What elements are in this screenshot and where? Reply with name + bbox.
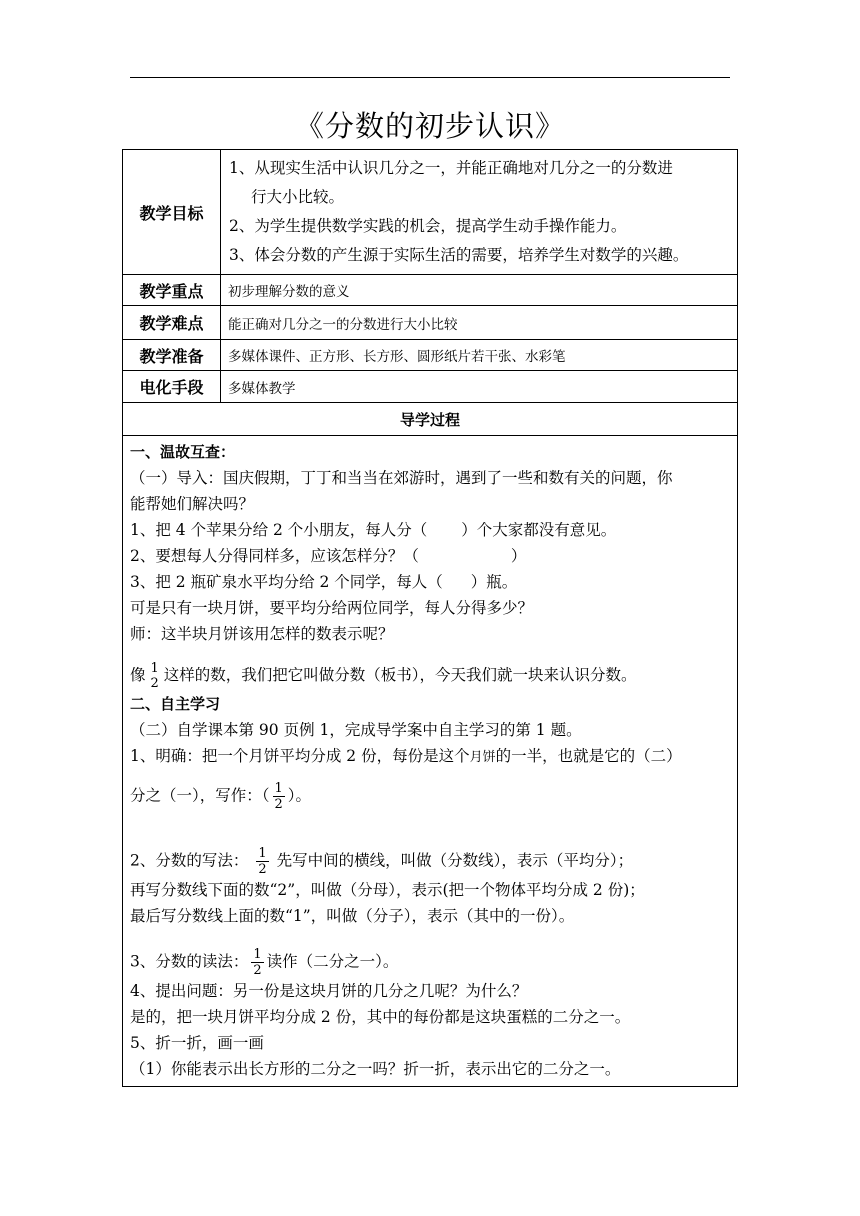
objectives-label: 教学目标: [123, 150, 221, 275]
difficulties-value: 能正确对几分之一的分数进行大小比较: [221, 306, 738, 340]
fraction-intro: [130, 661, 733, 691]
question-2: [130, 543, 733, 569]
section-1-title: 一、温故互查：: [130, 443, 236, 461]
fraction-one-half: 1 2: [150, 661, 159, 691]
key-points-value: 初步理解分数的意义: [221, 275, 738, 306]
point-2-line-1: 2、分数的写法： $\frac{1}{2}$ 先写中间的横线，叫做（分数线），表示（平均分）；: [130, 846, 634, 877]
point-1-line-1: 1、明确：把一个月饼平均分成 2 份，每份是这个月饼的一半，也就是它的（二）: [130, 747, 682, 765]
objective-1: 1、从现实生活中认识几分之一，并能正确地对几分之一的分数进: [229, 159, 673, 177]
objectives-row: [123, 150, 738, 275]
point-3: 3、分数的读法： $\frac{1}{2}$ 读作（二分之一）。: [130, 947, 399, 978]
question-1: [130, 517, 733, 543]
question-5: 师：这半块月饼该用怎样的数表示呢？: [130, 625, 394, 643]
question-1-b: ）个大家都没有意见。: [461, 521, 617, 539]
header-rule: [130, 77, 730, 78]
objective-1-cont: 行大小比较。: [251, 188, 345, 206]
fraction-intro-suffix: 这样的数，我们把它叫做分数（板书），今天我们就一块来认识分数。: [163, 666, 637, 684]
question-2-b: ）: [510, 547, 527, 565]
question-3: [130, 569, 733, 595]
fraction-one-half: $\frac{1}{2}$: [258, 846, 267, 877]
fraction-intro-prefix: 像: [130, 666, 146, 684]
key-points-row: [123, 275, 738, 306]
process-content: [123, 436, 738, 1087]
point-4-line-2: 是的，把一块月饼平均分成 2 份，其中的每份都是这块蛋糕的二分之一。: [130, 1008, 631, 1026]
objective-2: 2、为学生提供数学实践的机会，提高学生动手操作能力。: [229, 217, 627, 235]
fraction-one-half: $\frac{1}{2}$: [274, 781, 283, 812]
process-heading-row: [123, 403, 738, 436]
fraction-one-half: $\frac{1}{2}$: [253, 947, 262, 978]
point-2-line-2: 再写分数线下面的数“2”，叫做（分母），表示(把一个物体平均分成 2 份)；: [130, 881, 645, 899]
difficulties-label: 教学难点: [123, 306, 221, 340]
preparation-label: 教学准备: [123, 340, 221, 371]
difficulties-row: [123, 306, 738, 340]
point-5: 5、折一折，画一画: [130, 1034, 264, 1052]
s2-intro: （二）自学课本第 90 页例 1，完成导学案中自主学习的第 1 题。: [130, 721, 582, 739]
question-3-a: 3、把 2 瓶矿泉水平均分给 2 个同学，每人（: [130, 573, 443, 591]
media-value: 多媒体教学: [221, 371, 738, 403]
question-4: 可是只有一块月饼，要平均分给两位同学，每人分得多少？: [130, 599, 534, 617]
document-title: 《分数的初步认识》: [294, 109, 565, 143]
point-2-line-3: 最后写分数线上面的数“1”，叫做（分子），表示（其中的一份）。: [130, 907, 575, 925]
point-4-line-1: 4、提出问题：另一份是这块月饼的几分之几呢？为什么？: [130, 982, 528, 1000]
preparation-row: [123, 340, 738, 371]
process-heading: 导学过程: [123, 403, 738, 436]
media-row: [123, 371, 738, 403]
section-2-title: 二、自主学习: [130, 695, 221, 713]
question-2-a: 2、要想每人分得同样多，应该怎样分？（: [130, 547, 419, 565]
objective-3: 3、体会分数的产生源于实际生活的需要，培养学生对数学的兴趣。: [229, 246, 689, 264]
s1-intro-line-2: 能帮她们解决吗？: [130, 495, 255, 513]
point-1-line-2: 分之（一），写作：（ $\frac{1}{2}$ ）。: [130, 781, 312, 812]
question-1-a: 1、把 4 个苹果分给 2 个小朋友，每人分（: [130, 521, 428, 539]
point-5-1: （1）你能表示出长方形的二分之一吗？折一折，表示出它的二分之一。: [130, 1060, 621, 1078]
objectives-content: [221, 150, 738, 275]
preparation-value: 多媒体课件、正方形、长方形、圆形纸片若干张、水彩笔: [221, 340, 738, 371]
lesson-plan-table: [122, 149, 738, 1087]
question-3-b: ）瓶。: [470, 573, 518, 591]
media-label: 电化手段: [123, 371, 221, 403]
key-points-label: 教学重点: [123, 275, 221, 306]
s1-intro-line-1: （一）导入：国庆假期，丁丁和当当在郊游时，遇到了一些和数有关的问题，你: [130, 469, 673, 487]
process-row: [123, 436, 738, 1087]
